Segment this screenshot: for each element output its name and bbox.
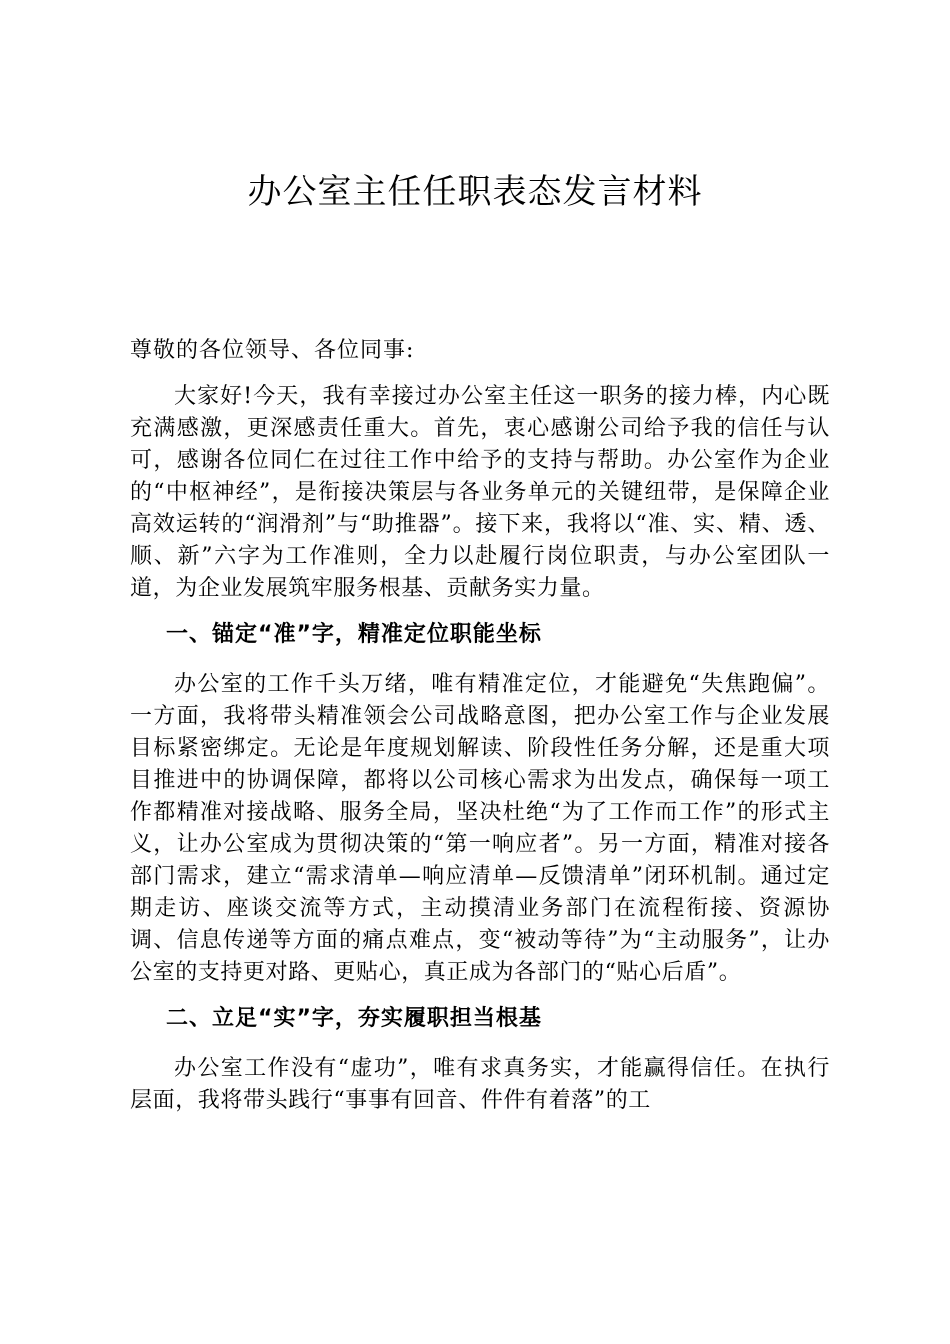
- salutation: 尊敬的各位领导、各位同事:: [130, 338, 415, 363]
- intro-paragraph: 大家好!今天，我有幸接过办公室主任这一职务的接力棒，内心既充满感激，更深感责任重大。首先，衷心感谢公司给予我的信任与认可，感谢各位同仁在过往工作中给予的支持与帮助。办公室作为企业的“中枢神经”，是衔接决策层与各业务单元的关键纽带，是保障企业高效运转的“润滑剂”与“助推器”。接下来，我将以“准、实、精、透、顺、新”六字为工作准则，全力以赴履行岗位职责，与办公室团队一道，为企业发展筑牢服务根基、贡献务实力量。: [130, 384, 830, 601]
- document-body: [130, 335, 830, 1131]
- section-heading-2: 二、立足“实”字，夯实履职担当根基: [166, 1006, 542, 1031]
- section-heading-1: 一、锚定“准”字，精准定位职能坐标: [166, 622, 542, 647]
- document-title: 办公室主任任职表态发言材料: [247, 172, 703, 212]
- section-paragraph-2: 办公室工作没有“虚功”，唯有求真务实，才能赢得信任。在执行层面，我将带头践行“事事有回音、件件有着落”的工: [130, 1056, 830, 1113]
- section-paragraph-1: 办公室的工作千头万绪，唯有精准定位，才能避免“失焦跑偏”。一方面，我将带头精准领会公司战略意图，把办公室工作与企业发展目标紧密绑定。无论是年度规划解读、阶段性任务分解，还是重大项目推进中的协调保障，都将以公司核心需求为出发点，确保每一项工作都精准对接战略、服务全局，坚决杜绝“为了工作而工作”的形式主义，让办公室成为贯彻决策的“第一响应者”。另一方面，精准对接各部门需求，建立“需求清单—响应清单—反馈清单”闭环机制。通过定期走访、座谈交流等方式，主动摸清业务部门在流程衔接、资源协调、信息传递等方面的痛点难点，变“被动等待”为“主动服务”，让办公室的支持更对路、更贴心，真正成为各部门的“贴心后盾”。: [130, 672, 830, 985]
